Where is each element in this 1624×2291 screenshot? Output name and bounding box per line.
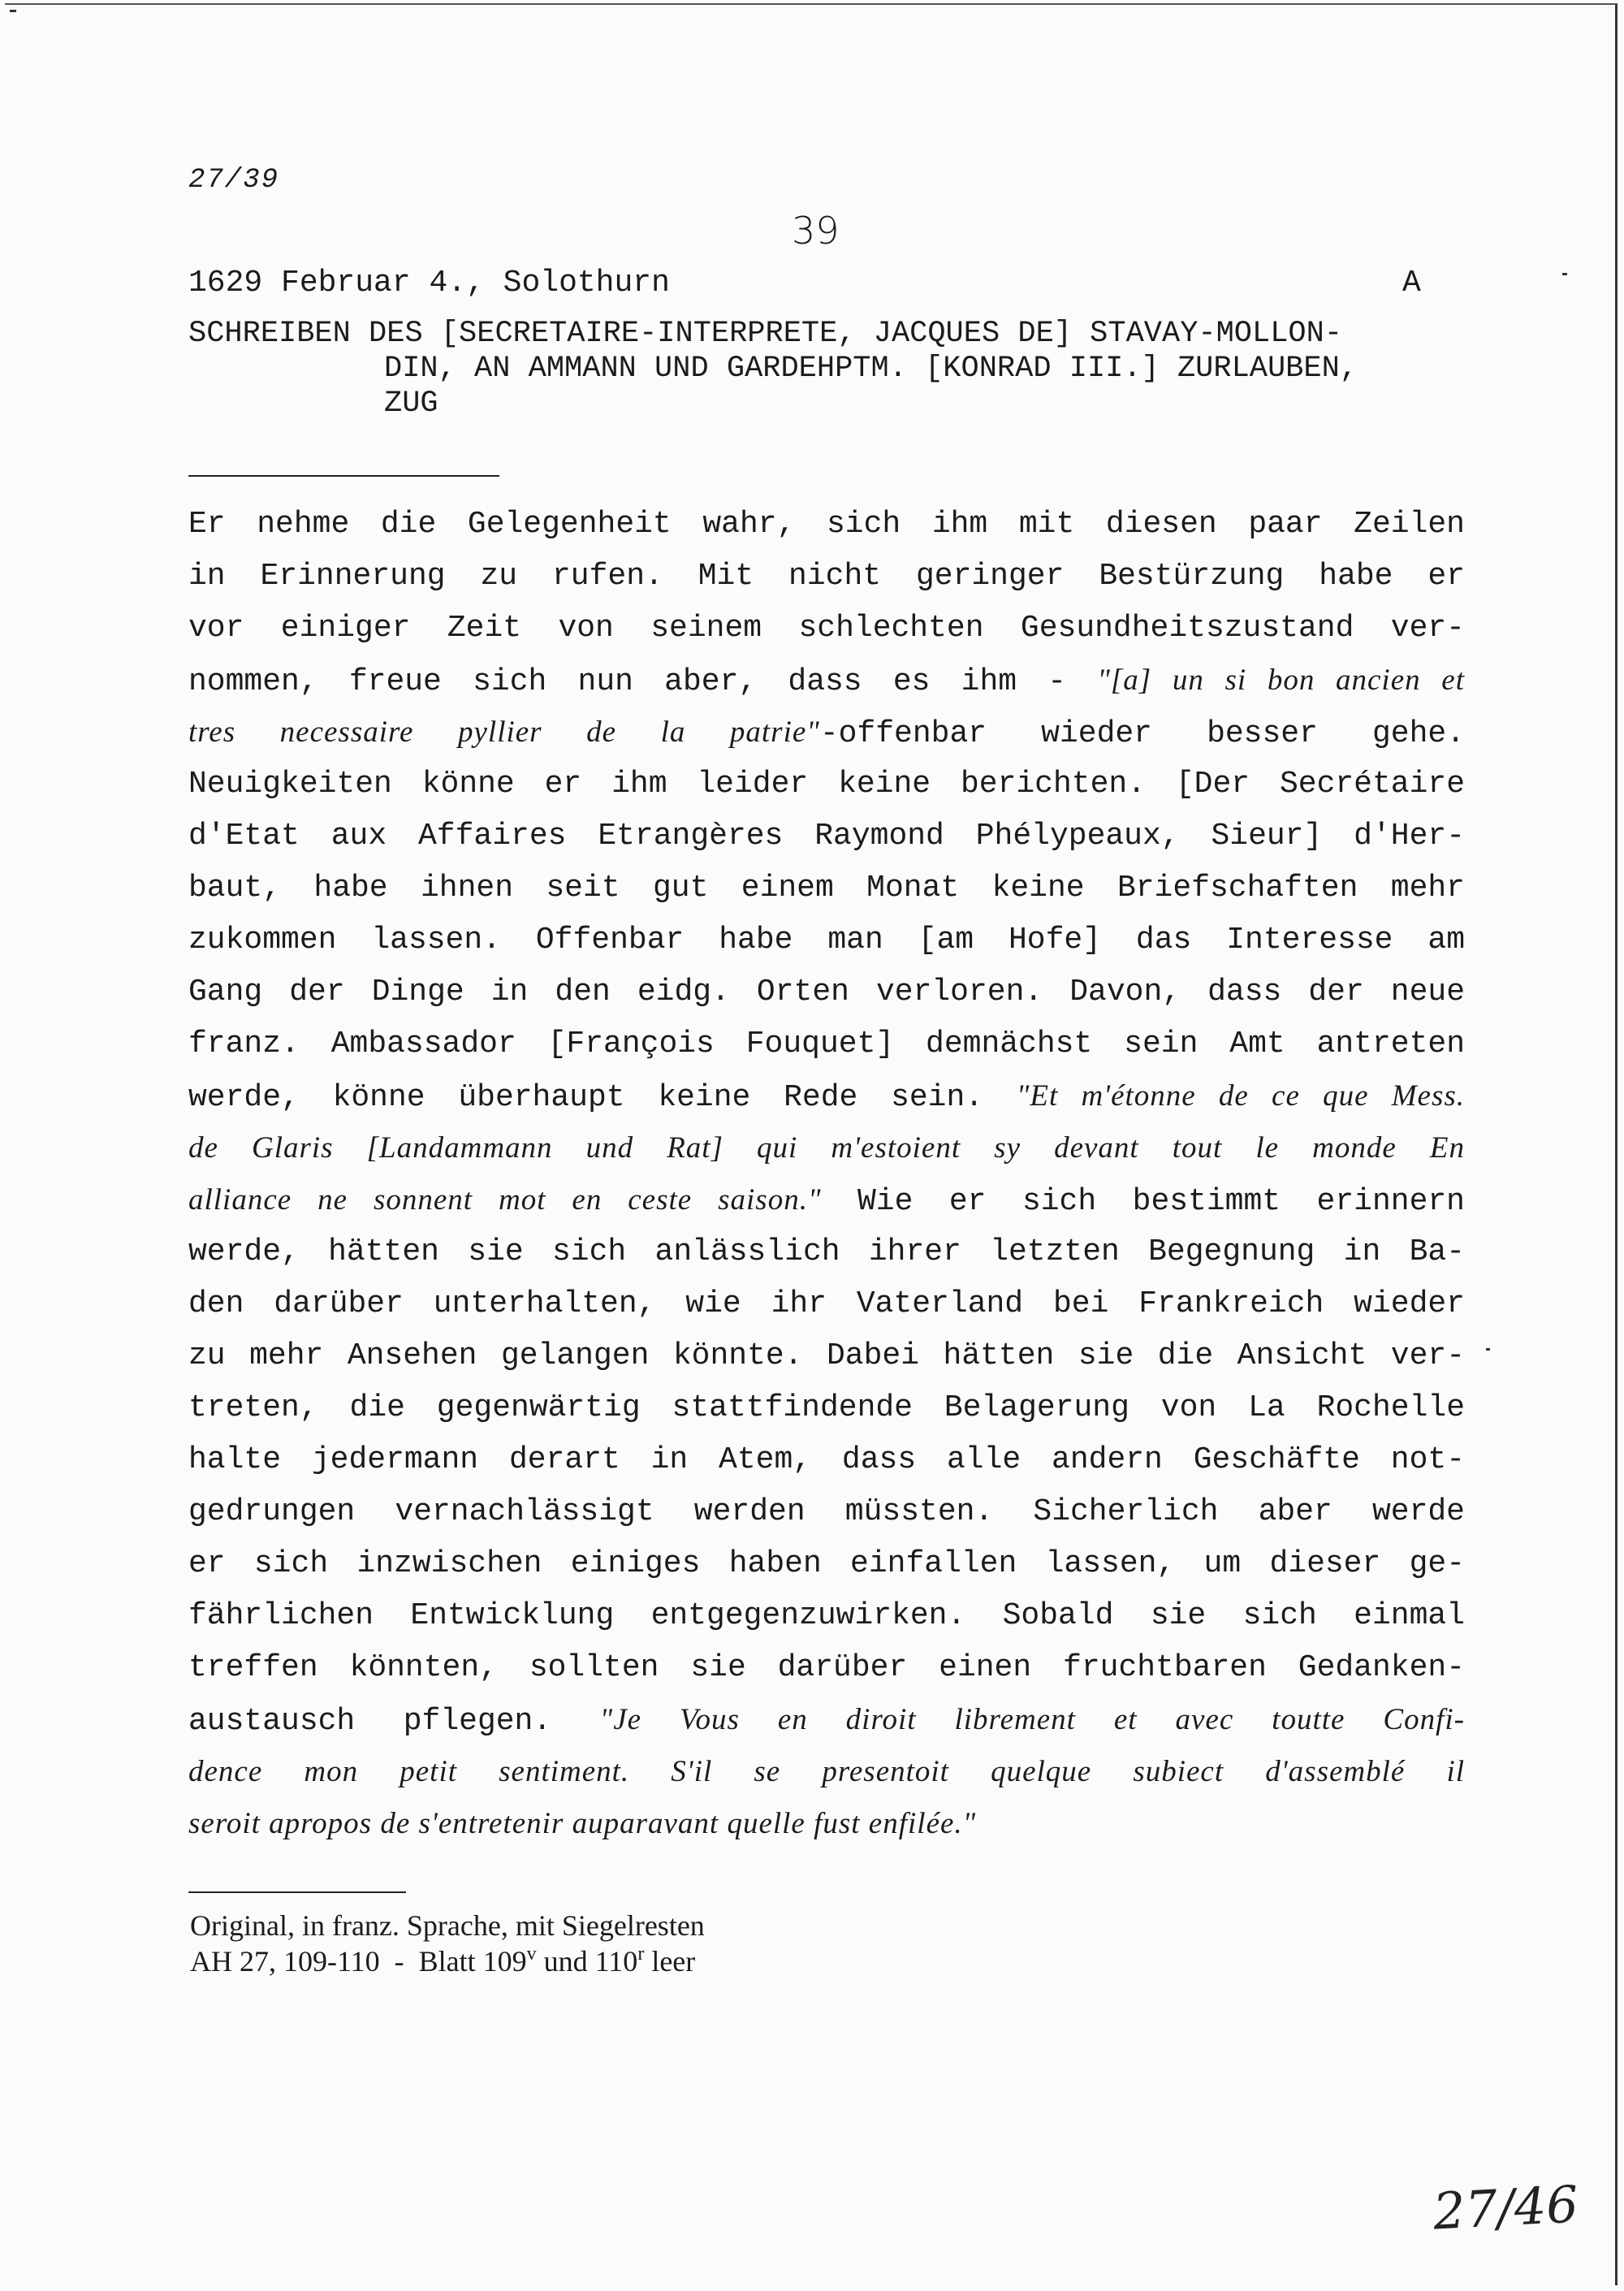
french-quote: "Et m'étonne de ce que Mess. <box>1016 1079 1465 1113</box>
body-line: zu mehr Ansehen gelangen könnte. Dabei hätten sie die Ansicht ver- <box>188 1338 1465 1373</box>
body-line <box>188 1694 1465 1746</box>
source-ref: AH 27, 109-110 - Blatt 109 <box>190 1945 527 1978</box>
body-line: Er nehme die Gelegenheit wahr, sich ihm mit diesen paar Zeilen <box>188 507 1465 542</box>
source-note <box>190 1908 705 1983</box>
body-text: austausch pflegen. <box>188 1704 600 1739</box>
divider-bottom <box>188 1891 406 1893</box>
body-line: er sich inzwischen einiges haben einfallen lassen, um dieser ge- <box>188 1546 1465 1581</box>
french-quote: "[a] un si bon ancien et <box>1097 664 1466 697</box>
archive-ref: 27/39 <box>188 165 280 196</box>
title-line-2: DIN, AN AMMANN UND GARDEHPTM. [KONRAD III.] ZURLAUBEN, <box>384 352 1358 386</box>
scan-speck <box>10 10 16 12</box>
title-line-1: SCHREIBEN DES [SECRETAIRE-INTERPRETE, JACQUES DE] STAVAY-MOLLON- <box>188 317 1343 351</box>
regest-body <box>188 499 1465 1850</box>
body-line: Neuigkeiten könne er ihm leider keine berichten. [Der Secrétaire <box>188 767 1465 802</box>
body-line <box>188 707 1465 759</box>
scan-speck <box>1562 273 1567 275</box>
body-line <box>188 1174 1465 1226</box>
body-text: werde, könne überhaupt keine Rede sein. <box>188 1080 1017 1115</box>
body-line: werde, hätten sie sich anlässlich ihrer letzten Begegnung in Ba- <box>188 1234 1465 1269</box>
body-line: treffen könnten, sollten sie darüber einen fruchtbaren Gedanken- <box>188 1650 1465 1685</box>
document-title <box>188 317 1471 421</box>
body-line: gedrungen vernachlässigt werden müssten. Sicherlich aber werde <box>188 1494 1465 1529</box>
source-ref-end: leer <box>644 1945 696 1978</box>
body-line: baut, habe ihnen seit gut einem Monat keine Briefschaften mehr <box>188 871 1465 906</box>
french-quote: "Je Vous en diroit librement et avec toutte Confi- <box>599 1703 1465 1736</box>
french-quote-line: seroit apropos de s'entretenir auparavant quelle fust enfilée." <box>188 1807 977 1840</box>
body-line: fährlichen Entwicklung entgegenzuwirken. Sobald sie sich einmal <box>188 1598 1465 1633</box>
body-line: zukommen lassen. Offenbar habe man [am Hofe] das Interesse am <box>188 923 1465 957</box>
handwritten-folio-number: 27/46 <box>1432 2174 1580 2241</box>
body-text: nommen, freue sich nun aber, dass es ihm - <box>188 664 1098 699</box>
source-line-1: Original, in franz. Sprache, mit Siegelresten <box>190 1909 705 1942</box>
source-line-2 <box>190 1945 695 1978</box>
date-place: 1629 Februar 4., Solothurn <box>188 266 670 300</box>
body-line <box>188 655 1465 707</box>
source-ref-cont: und 110 <box>536 1945 638 1978</box>
title-line-3: ZUG <box>384 387 438 421</box>
document-number: 39 <box>792 209 840 253</box>
recto-mark: r <box>637 1943 645 1965</box>
body-line: d'Etat aux Affaires Etrangères Raymond Phélypeaux, Sieur] d'Her- <box>188 819 1465 854</box>
body-text: Wie er sich bestimmt erinnern <box>821 1184 1465 1219</box>
body-line: vor einiger Zeit von seinem schlechten Gesundheitszustand ver- <box>188 611 1465 646</box>
french-quote-line: dence mon petit sentiment. S'il se presentoit quelque subiect d'assemblé il <box>188 1755 1465 1788</box>
french-quote-line: de Glaris [Landammann und Rat] qui m'estoient sy devant tout le monde En <box>188 1131 1465 1165</box>
body-line: Gang der Dinge in den eidg. Orten verloren. Davon, dass der neue <box>188 975 1465 1009</box>
body-text: -offenbar wieder besser gehe. <box>819 716 1466 751</box>
body-line: treten, die gegenwärtig stattfindende Belagerung von La Rochelle <box>188 1390 1465 1425</box>
document-code: A <box>1402 266 1421 300</box>
divider-top <box>188 475 499 477</box>
body-line <box>188 1070 1465 1122</box>
verso-mark: v <box>526 1943 537 1965</box>
french-quote: alliance ne sonnent mot en ceste saison." <box>188 1183 822 1217</box>
body-line: den darüber unterhalten, wie ihr Vaterland bei Frankreich wieder <box>188 1286 1465 1321</box>
body-line: halte jedermann derart in Atem, dass alle andern Geschäfte not- <box>188 1442 1465 1477</box>
french-quote: tres necessaire pyllier de la patrie" <box>188 715 820 749</box>
body-line: in Erinnerung zu rufen. Mit nicht geringer Bestürzung habe er <box>188 559 1465 594</box>
scan-speck <box>1486 1348 1490 1351</box>
body-line: franz. Ambassador [François Fouquet] demnächst sein Amt antreten <box>188 1027 1465 1061</box>
